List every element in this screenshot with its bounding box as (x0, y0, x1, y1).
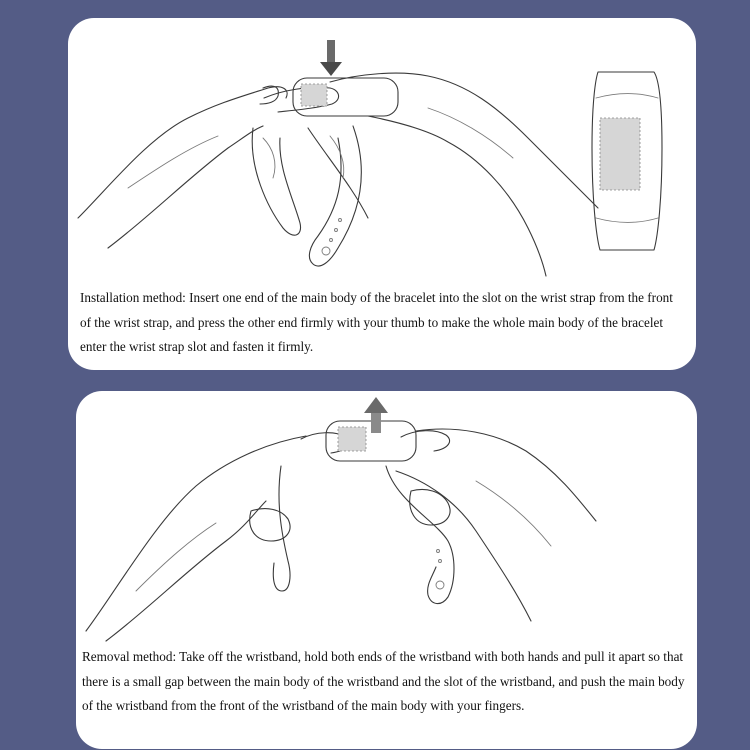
band-screen-icon (338, 427, 366, 451)
band-screen-icon (301, 84, 327, 106)
installation-caption: Installation method: Insert one end of the main body of the bracelet into the slot on the wrist strap from the front of the wrist strap, and press the other end firmly with your thumb to make the whole main body of the bracelet enter the wrist strap slot and fasten it firmly. (80, 290, 673, 354)
arrow-up-icon (364, 397, 388, 433)
installation-card (68, 18, 696, 370)
arrow-down-icon (320, 40, 342, 76)
removal-illustration (76, 391, 697, 651)
installation-illustration (68, 18, 696, 278)
removal-caption: Removal method: Take off the wristband, hold both ends of the wristband with both hands and pull it apart so that there is a small gap between the main body of the wristband and the slot of the wristband, and push the main body of the wristband from the front of the wristband of the main body with your fingers. (82, 649, 685, 713)
removal-card (76, 391, 697, 749)
band-front-view (592, 72, 662, 250)
